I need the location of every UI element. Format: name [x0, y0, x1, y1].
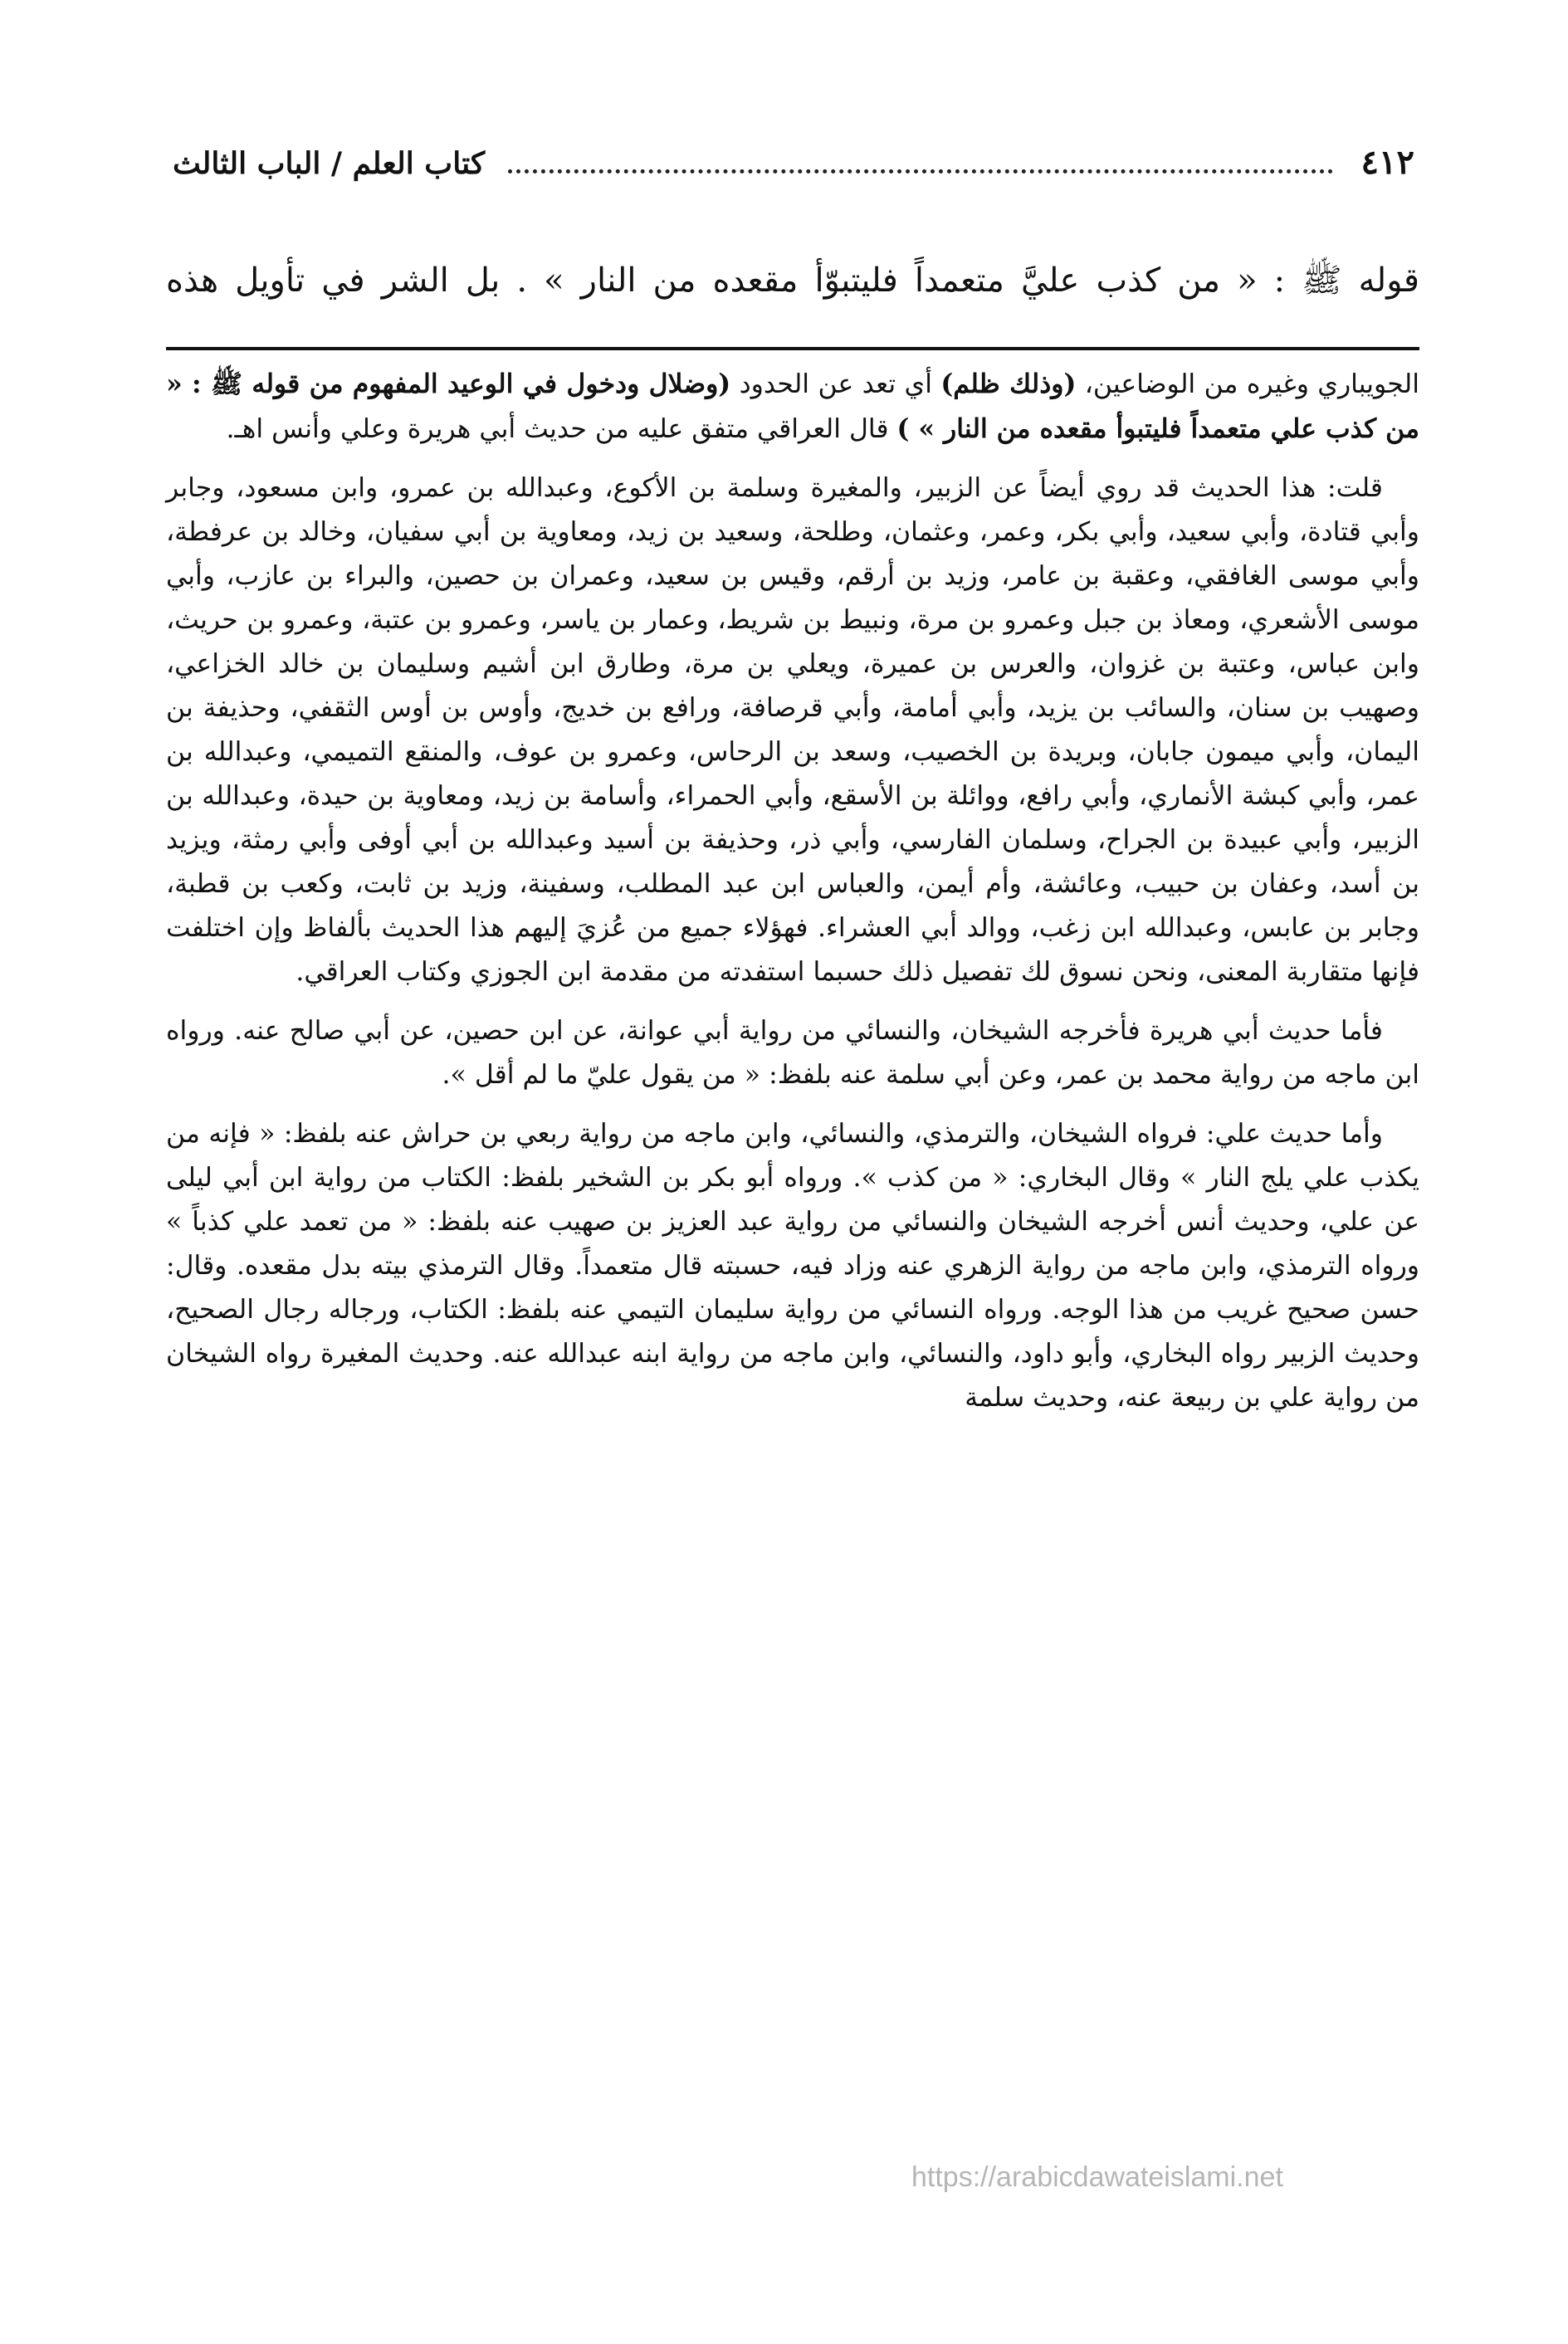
- p2-text: قلت: هذا الحديث قد روي أيضاً عن الزبير، والمغيرة وسلمة بن الأكوع، وعبدالله بن عمرو، وابن مسعود، وجابر وأبي قتادة، وأبي سعيد، وأبي بكر، وعمر، وعثمان، وطلحة، وسعيد بن زيد، ومعاوية بن أبي سفيان، وخالد بن عرفطة، وأبي موسى الغافقي، وعقبة بن عامر، وزيد بن أرقم، وقيس بن سعيد، وعمران بن حصين، والبراء بن عازب، وأبي موسى الأشعري، ومعاذ بن جبل وعمرو بن مرة، ونبيط بن شريط، وعمار بن ياسر، وعمرو بن عتبة، وعمرو بن حريث، وابن عباس، وعتبة بن غزوان، والعرس بن عميرة، ويعلي بن مرة، وطارق ابن أشيم وسليمان بن خالد الخزاعي، وصهيب بن سنان، والسائب بن يزيد، وأبي أمامة، وأبي قرصافة، ورافع بن خديج، وأوس بن أوس الثقفي، وحذيفة بن اليمان، وأبي ميمون جابان، وبريدة بن الخصيب، وسعد بن الرحاس، وعمرو بن عوف، والمنقع التميمي، وعبدالله بن عمر، وأبي كبشة الأنماري، وأبي رافع، ووائلة بن الأسقع، وأبي الحمراء، وأسامة بن زيد، ومعاوية بن حيدة، وعبدالله بن الزبير، وأبي عبيدة بن الجراح، وسلمان الفارسي، وأبي ذر، وحذيفة بن أسيد وعبدالله بن أبي أوفى وأبي رمثة، ويزيد بن أسد، وعفان بن حبيب، وعائشة، وأم أيمن، والعباس ابن عبد المطلب، وسفينة، وزيد بن ثابت، وكعب بن قطبة، وجابر بن عابس، وعبدالله ابن زغب، ووالد أبي العشراء. فهؤلاء جميع من عُزيَ إليهم هذا الحديث بألفاظ وإن اختلفت فإنها متقاربة المعنى، ونحن نسوق لك تفصيل ذلك حسبما استفدته من مقدمة ابن الجوزي وكتاب العراقي.: [166, 473, 1419, 987]
- running-header: [173, 143, 1414, 193]
- commentary-paragraph-2: [166, 466, 1419, 994]
- commentary-paragraph-3: [166, 1009, 1419, 1097]
- commentary-paragraph-1: [166, 362, 1419, 452]
- p1-intro: الجويباري وغيره من الوضاعين،: [1076, 369, 1419, 399]
- p1-mid: أي تعد عن الحدود: [730, 369, 941, 399]
- site-watermark: https://arabicdawateislami.net: [911, 2161, 1283, 2193]
- p4-text: وأما حديث علي: فرواه الشيخان، والترمذي، والنسائي، وابن ماجه من رواية ربعي بن حراش عنه بلفظ: « فإنه من يكذب علي يلج النار » وقال البخاري: « من كذب ». ورواه أبو بكر بن الشخير بلفظ: الكتاب من رواية ابن أبي ليلى عن علي، وحديث أنس أخرجه الشيخان والنسائي من رواية عبد العزيز بن صهيب عنه بلفظ: « من تعمد علي كذباً » ورواه الترمذي، وابن ماجه من رواية الزهري عنه وزاد فيه، حسبته قال متعمداً. وقال الترمذي بيته بدل مقعده. وقال: حسن صحيح غريب من هذا الوجه. ورواه النسائي من رواية سليمان التيمي عنه بلفظ: الكتاب، ورجاله رجال الصحيح، وحديث الزبير رواه البخاري، وأبو داود، والنسائي، وابن ماجه من رواية ابنه عبدالله عنه. وحديث المغيرة رواه الشيخان من رواية علي بن ربيعة عنه، وحديث سلمة: [166, 1119, 1419, 1413]
- header-dotted-leader: [508, 147, 1332, 173]
- p1-bold-quote-1: (وذلك ظلم): [940, 369, 1077, 399]
- page-number: ٤١٢: [1360, 143, 1414, 182]
- p3-text: فأما حديث أبي هريرة فأخرجه الشيخان، والنسائي من رواية أبي عوانة، عن ابن حصين، عن أبي صالح عنه. ورواه ابن ماجه من رواية محمد بن عمر، وعن أبي سلمة عنه بلفظ: « من يقول عليّ ما لم أقل ».: [166, 1016, 1419, 1090]
- p1-bold-quote-2: (وضلال ودخول في الوعيد المفهوم من قوله ﷺ : « من كذب علي متعمداً فليتبوأ مقعده من النار » ): [166, 369, 1419, 444]
- separator-rule: [166, 347, 1419, 350]
- commentary-block: [166, 362, 1419, 1435]
- main-text: قوله ﷺ : « من كذب عليَّ متعمداً فليتبوّأ مقعده من النار » . بل الشر في تأويل هذه: [166, 261, 1419, 300]
- p1-tail: قال العراقي متفق عليه من حديث أبي هريرة وعلي وأنس اهـ.: [226, 414, 897, 444]
- running-title: كتاب العلم / الباب الثالث: [173, 146, 486, 181]
- commentary-paragraph-4: [166, 1112, 1419, 1420]
